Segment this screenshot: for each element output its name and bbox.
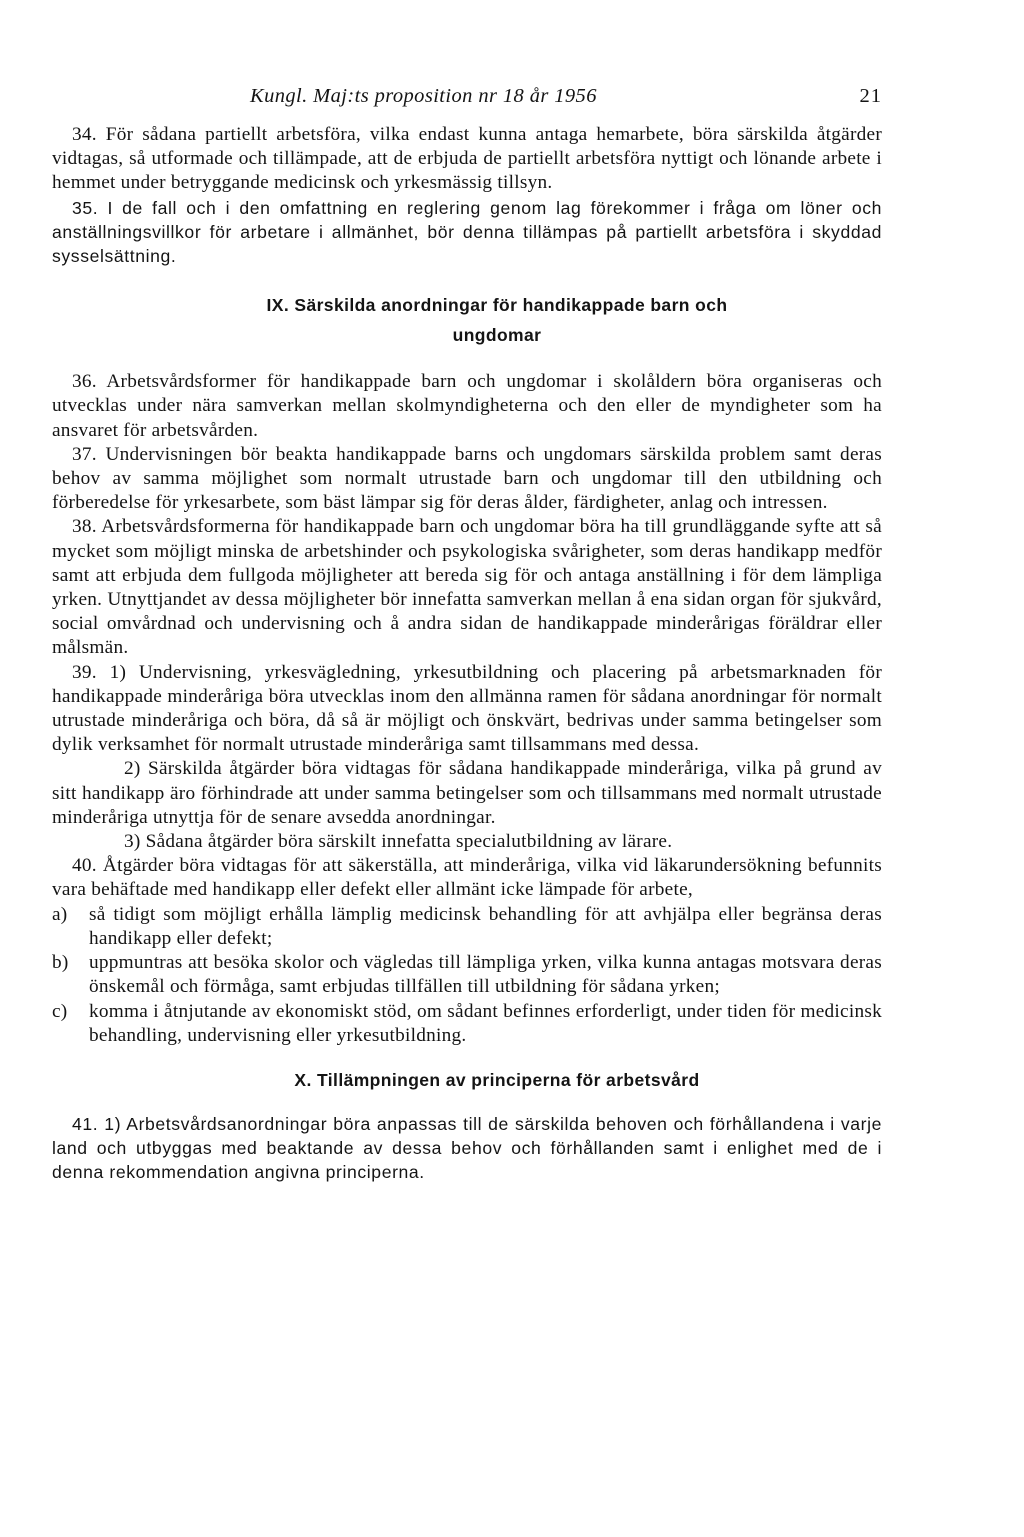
section-heading-ix-line1: IX. Särskilda anordningar för handikappade barn och [266,295,728,316]
paragraph-39-3: 3) Sådana åtgärder böra särskilt innefatta specialutbildning av lärare. [124,831,673,853]
header-title: Kungl. Maj:ts proposition nr 18 år 1956 [250,85,597,107]
paragraph-41: 41. 1) Arbetsvårdsanordningar böra anpassas till de särskilda behoven och förhållandena i varje land och utbyggas med beaktande av dessa behov och förhållanden samt i enlighet med de i denna rekommendation angivna principerna. [52,1113,882,1183]
paragraph-34: 34. För sådana partiellt arbetsföra, vilka endast kunna antaga hemarbete, böra särskilda åtgärder vidtagas, så utformade och tillämpade, att de erbjuda de partiellt arbetsföra nyttigt och lönande arbete i hemmet under betryggande medicinsk och yrkesmässig tillsyn. [52,124,882,194]
list-item [52,1000,882,1048]
paragraph-38: 38. Arbetsvårdsformerna för handikappade barn och ungdomar böra ha till grundläggande syfte att så mycket som möjligt minska de arbetshinder och psykologiska svårigheter, som deras handikapp medför samt att erbjuda dem fullgoda möjligheter att bereda sig för och antaga anställning i för dem lämpliga yrken. Utnyttjandet av dessa möjligheter bör innefatta samverkan mellan å ena sidan organ för sjukvård, social omvårdnad och undervisning och å andra sidan de handikappade minderårigas föräldrar eller målsmän. [52,516,882,659]
page-number: 21 [859,85,882,107]
section-heading-ix [52,290,882,350]
paragraph-37: 37. Undervisningen bör beakta handikappade barns och ungdomars särskilda problem samt deras behov av samma möjlighet som normalt utrustade barn och ungdomar till den utbildning och förberedelse för yrkesarbete, som bäst lämpar sig för deras ålder, färdigheter, anlag och intressen. [52,443,882,514]
list-text: så tidigt som möjligt erhålla lämplig medicinsk behandling för att avhjälpa eller begränsa deras handikapp eller defekt; [89,903,882,949]
list-marker: b) [52,952,69,974]
list-marker: a) [52,903,68,925]
section-heading-x: X. Tillämpningen av principerna för arbetsvård [294,1069,700,1090]
document-page [52,85,882,1185]
list-marker: c) [52,1000,68,1022]
paragraph-39-2: 2) Särskilda åtgärder böra vidtagas för sådana handikappade minderåriga, vilka på grund av sitt handikapp äro förhindrade att under samma betingelser som och tillsammans med normalt utrustade minderåriga utnyttja för de senare avsedda anordningar. [52,758,882,828]
paragraph-40-intro: 40. Åtgärder böra vidtagas för att säkerställa, att minderåriga, vilka vid läkarundersökning befunnits vara behäftade med handikapp eller defekt eller allmänt icke lämpade för arbete, [52,855,882,901]
running-header [52,85,882,115]
list-item [52,903,882,951]
list-item [52,951,882,999]
list-text: uppmuntras att besöka skolor och vägledas till lämpliga yrken, vilka kunna antagas motsvara deras önskemål och förmåga, samt erbjudas tillfällen till utbildning för sådana yrken; [89,952,882,998]
paragraph-39-1: 39. 1) Undervisning, yrkesvägledning, yrkesutbildning och placering på arbetsmarknaden för handikappade minderåriga böra utvecklas inom den allmänna ramen för sådana anordningar för normalt utrustade minderåriga och böra, då så är möjligt och önskvärt, bedrivas under samma betingelser som dylik verksamhet för normalt utrustade minderåriga samt tillsammans med dessa. [52,661,882,756]
list-text: komma i åtnjutande av ekonomiskt stöd, om sådant befinnes erforderligt, under tiden för medicinsk behandling, undervisning eller yrkesutbildning. [89,1000,882,1046]
paragraph-36: 36. Arbetsvårdsformer för handikappade barn och ungdomar i skolåldern böra organiseras och utvecklas under nära samverkan mellan skolmyndigheterna och den eller de myndigheter som ha ansvaret för arbetsvården. [52,371,882,441]
paragraph-35: 35. I de fall och i den omfattning en reglering genom lag förekommer i fråga om löner och anställningsvillkor för arbetare i allmänhet, bör denna tillämpas på partiellt arbetsföra i skyddad sysselsättning. [52,197,882,267]
section-heading-ix-line2: ungdomar [452,325,542,346]
